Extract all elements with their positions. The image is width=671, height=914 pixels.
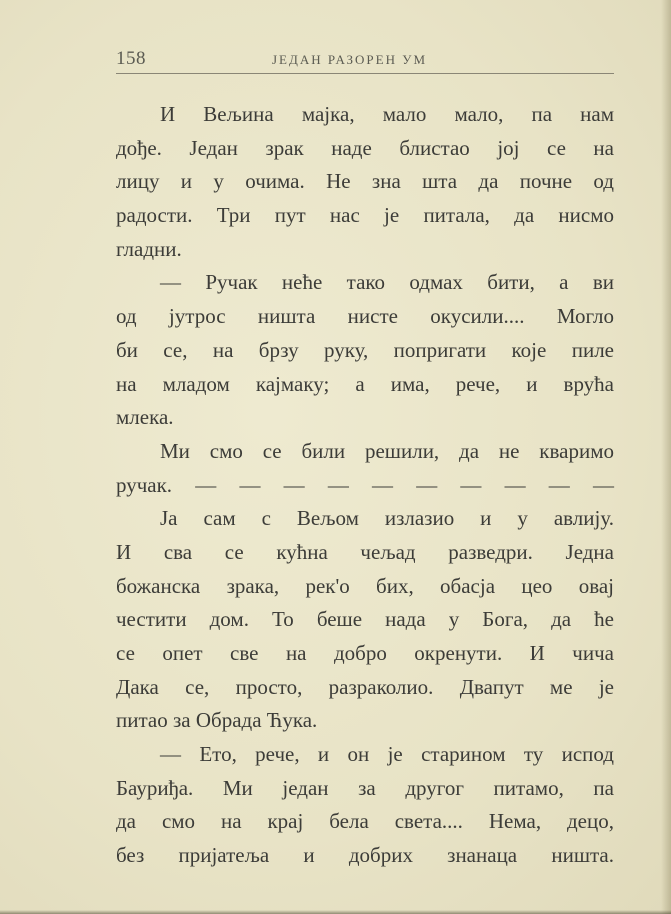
text-line: — Ручак неће тако одмах бити, а ви <box>160 270 614 295</box>
text-line: И сва се кућна чељад разведри. Једна <box>116 539 614 564</box>
running-title: ЈЕДАН РАЗОРЕН УМ <box>272 52 427 67</box>
body-text <box>116 98 614 873</box>
text-line: од јутрос ништа нисте окусили.... Могло <box>116 304 614 329</box>
text-line: гладни. <box>116 236 182 261</box>
text-line: без пријатеља и добрих знанаца ништа. <box>116 843 614 868</box>
page-header <box>116 44 614 72</box>
page-number: 158 <box>116 48 146 69</box>
text-line: лицу и у очима. Не зна шта да почне од <box>116 169 614 194</box>
text-line: дође. Један зрак наде блистао јој се на <box>116 135 614 160</box>
header-rule <box>116 73 614 74</box>
text-line: И Вељина мајка, мало мало, па нам <box>160 102 614 126</box>
text-line: — Ето, рече, и он је старином ту испод <box>160 742 614 767</box>
page-bottom-edge <box>0 910 671 914</box>
text-line: се опет све на добро окренути. И чича <box>116 641 614 665</box>
text-line: би се, на брзу руку, попригати које пиле <box>116 337 614 362</box>
text-line: божанска зрака, рек'о бих, обасја цео овај <box>116 573 614 598</box>
page-edge-shadow <box>661 0 671 914</box>
text-line: Ја сам с Вељом излазио и у авлију. <box>160 506 614 531</box>
text-line: радости. Три пут нас је питала, да нисмо <box>116 203 614 228</box>
text-line: Бауриђа. Ми један за другог питамо, па <box>116 775 614 800</box>
text-line: Дака се, просто, разраколио. Двапут ме је <box>116 674 614 699</box>
text-line: да смо на крај бела света.... Нема, децо, <box>116 809 614 834</box>
text-line: ручак. — — — — — — — — — — <box>116 472 614 497</box>
text-line: млека. <box>116 405 174 430</box>
text-line: Ми смо се били решили, да не кваримо <box>160 438 614 463</box>
text-line: на младом кајмаку; а има, рече, и врућа <box>116 371 614 396</box>
text-line: честити дом. То беше нада у Бога, да ће <box>116 607 614 632</box>
text-line: питао за Обрада Ћука. <box>116 708 318 733</box>
